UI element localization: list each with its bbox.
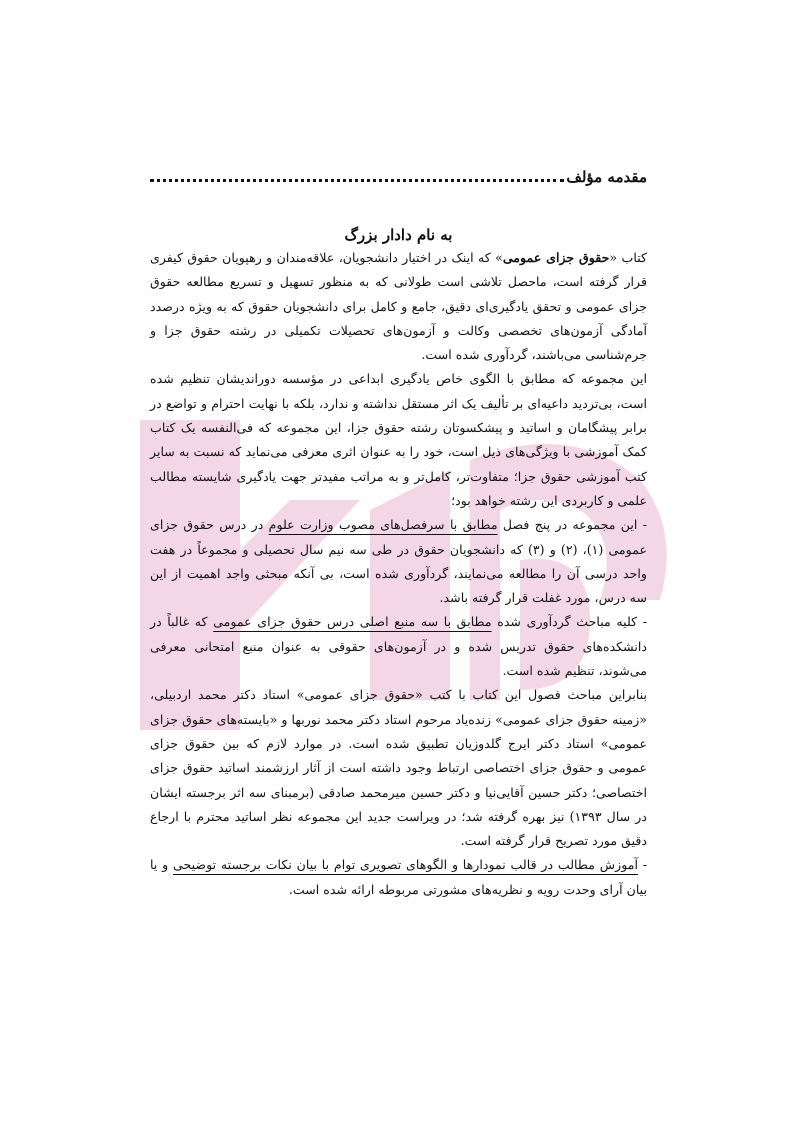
paragraph-intro: [150, 246, 647, 367]
paragraph-collection: این مجموعه که مطابق با الگوی خاص یادگیری ابداعی در مؤسسه دوراندیشان تنظیم شده است، بی‌تردید داعیه‌ای بر تألیف یک اثر مستقل نداشته و ندارد، بلکه با نهایت احترام و تواضع در برابر پیشگامان و اساتید و پیشکسوتان رشته حقوق جزا، این مجموعه که فی‌النفسه یک کتاب کمک آموزشی با ویژگی‌های ذیل است، خود را به عنوان اثری معرفی می‌نماید که نسبت به سایر کتب آموزشی حقوق جزا؛ متفاوت‌تر، کامل‌تر و به مراتب مفیدتر جهت یادگیری شایسته مطالب علمی و کاربردی این رشته خواهد بود؛: [150, 371, 647, 508]
underlined-text: مطابق با سه منبع اصلی درس حقوق جزای عمومی: [213, 614, 492, 630]
text: که غالباً در دانشکده‌های حقوق تدریس شده و در آزمون‌های حقوقی به عنوان منبع امتحانی معرفی می‌شوند، تنظیم شده است.: [150, 614, 647, 679]
paragraph-sources: بنابراین مباحث فصول این کتاب با کتب «حقوق جزای عمومی» استاد دکتر محمد اردبیلی، «زمینه حقوق جزای عمومی» زنده‌یاد مرحوم استاد دکتر محمد نوربها و «بایسته‌های حقوق جزای عمومی» استاد دکتر ایرج گلدوزیان تطبیق شده است. در موارد لازم که بین حقوق جزای عمومی و حقوق جزای اختصاصی ارتباط وجود داشته است از آثار ارزشمند اساتید حقوق جزای اختصاصی؛ دکتر حسین آقایی‌نیا و دکتر حسین میرمحمد صادقی (برمبنای سه اثر برجسته ایشان در سال ۱۳۹۳) نیز بهره گرفته شد؛ در ویراست جدید این مجموعه نظر اساتید محترم با ارجاع دقیق مورد تصریح قرار گرفته است.: [150, 687, 647, 849]
bullet-item-1: [150, 513, 647, 610]
text: » که اینک در اختیار دانشجویان، علاقه‌مندان و رهپویان حقوق کیفری قرار گرفته است، ماحصل تلاشی است طولانی که به منظور تسهیل و تسریع مطالعه حقوق جزای عمومی و تحقق یادگیری‌ای دقیق، جامع و کامل برای دانشجویان حقوق که به ویژه درصدد آمادگی آزمون‌های تخصصی وکالت و آزمون‌های تحصیلات تکمیلی در رشته حقوق جزا و جرم‌شناسی می‌باشند، گردآوری شده است.: [150, 250, 647, 363]
underlined-text: آموزش مطالب در قالب نمودارها و الگوهای تصویری توام با بیان نکات برجسته توضیحی: [172, 857, 638, 873]
book-title: حقوق جزای عمومی: [502, 250, 610, 265]
bullet-item-2: [150, 610, 647, 683]
bullet-item-3: [150, 853, 647, 902]
invocation-title: به نام دادار بزرگ: [344, 226, 453, 244]
document-body: [150, 158, 647, 902]
text: و یا بیان آرای وحدت رویه و نظریه‌های مشورتی مربوطه ارائه شده است.: [150, 857, 647, 897]
dotted-leader: [150, 179, 564, 182]
text: - این مجموعه در پنج فصل: [497, 517, 647, 533]
text: در درس حقوق جزای عمومی (۱)، (۲) و (۳) که دانشجویان حقوق در طی سه نیم سال تحصیلی و مجموعاً در هفت واحد درسی آن را مطالعه می‌نمایند، گردآوری شده است، بی آنکه مبحثی واجد اهمیت از این سه درس، مورد غفلت قرار گرفته باشد.: [150, 517, 647, 606]
underlined-text: مطابق با سرفصل‌های مصوب وزارت علوم: [268, 517, 498, 533]
text: -: [637, 857, 647, 873]
heading-row: [150, 158, 647, 186]
page-title: مقدمه مؤلف: [566, 168, 647, 186]
text: کتاب «: [609, 250, 647, 265]
text: - کلیه مباحث گردآوری شده: [491, 614, 647, 630]
